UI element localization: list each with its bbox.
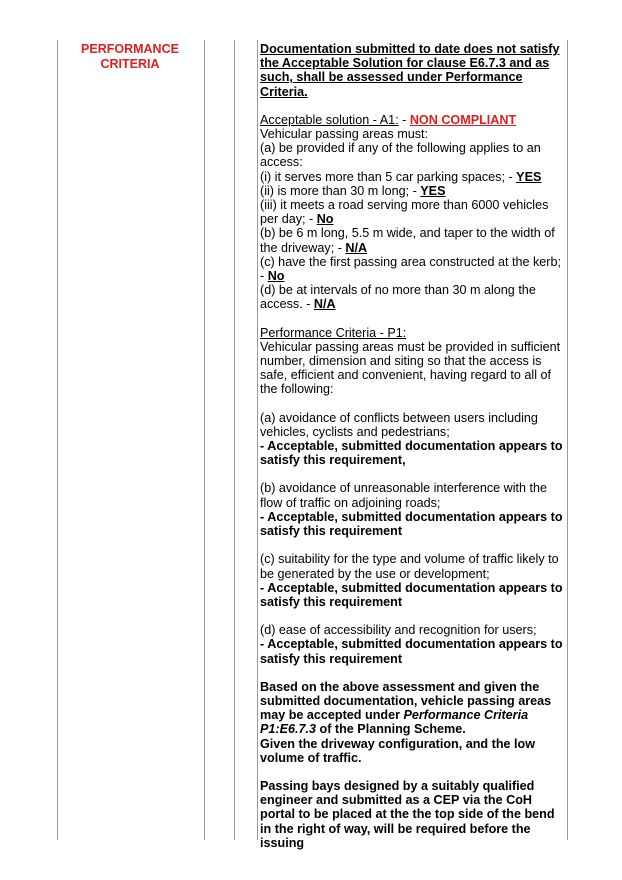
a1-heading-line [260, 113, 566, 127]
conclusion-part-1: Based on the above assessment and given the submitted documentation, vehicle passing areas may be accepted under [260, 679, 552, 723]
a1-item-text: (b) be 6 m long, 5.5 m wide, and taper to the width of the driveway; - [260, 226, 555, 255]
a1-item-text: (ii) is more than 30 m long; - [260, 183, 421, 198]
conclusion-paragraph [260, 680, 566, 737]
p1-item-verdict: - Acceptable, submitted documentation appears to satisfy this requirement [260, 509, 563, 539]
a1-item-answer: N/A [345, 240, 368, 255]
a1-status-prefix: - [398, 112, 410, 127]
p1-item-text: (b) avoidance of unreasonable interference with the flow of traffic on adjoining roads; [260, 481, 548, 510]
a1-status: NON COMPLIANT [409, 112, 517, 127]
a1-item-answer: YES [516, 169, 542, 184]
a1-items [260, 141, 566, 311]
a1-item [260, 141, 566, 169]
criteria-label-line-1: PERFORMANCE [81, 42, 179, 56]
a1-item [260, 283, 566, 311]
a1-item-answer: No [316, 212, 334, 227]
p1-item-text: (d) ease of accessibility and recognition for users; [260, 623, 537, 638]
table-border-divider-3 [257, 40, 258, 840]
a1-item-text: (a) be provided if any of the following applies to an access: [260, 141, 541, 170]
a1-heading: Acceptable solution - A1: [260, 112, 399, 127]
a1-item-answer: No [267, 269, 285, 284]
table-border-divider-2 [234, 40, 235, 840]
table-border-divider-1 [204, 40, 205, 840]
a1-lead: Vehicular passing areas must: [260, 127, 429, 142]
p1-item-verdict: - Acceptable, submitted documentation appears to satisfy this requirement [260, 637, 563, 666]
a1-item [260, 184, 566, 198]
assessment-content [260, 42, 566, 850]
a1-item [260, 226, 566, 254]
p1-lead: Vehicular passing areas must be provided in sufficient number, dimension and siting so that the access is safe, efficient and convenient, having regard to all of the following: [260, 339, 561, 397]
a1-item [260, 170, 566, 184]
table-border-left [57, 40, 58, 840]
p1-item-text: (c) suitability for the type and volume of traffic likely to be generated by the use or development; [260, 552, 559, 581]
criteria-label [68, 42, 192, 71]
a1-item-answer: YES [420, 183, 446, 198]
a1-item-text: (d) be at intervals of no more than 30 m along the access. - [260, 283, 536, 312]
conclusion-configuration: Given the driveway configuration, and the low volume of traffic. [260, 736, 536, 765]
final-paragraph: Passing bays designed by a suitably qualified engineer and submitted as a CEP via the CoH portal to be placed at the the top side of the bend in the right of way, will be required before the issuing [260, 778, 555, 850]
conclusion-part-2: of the Planning Scheme. [316, 722, 466, 737]
intro-paragraph: Documentation submitted to date does not satisfy the Acceptable Solution for clause E6.7.3 and as such, shall be assessed under Performance Criteria. [260, 42, 560, 99]
conclusion-reference: Performance Criteria P1:E6.7.3 [260, 708, 529, 737]
a1-item-text: (i) it serves more than 5 car parking spaces; - [260, 169, 517, 184]
p1-item-text: (a) avoidance of conflicts between users including vehicles, cyclists and pedestrians; [260, 410, 538, 439]
a1-item-answer: N/A [313, 297, 336, 312]
p1-heading: Performance Criteria - P1: [260, 325, 407, 340]
p1-item-verdict: - Acceptable, submitted documentation appears to satisfy this requirement, [260, 439, 563, 468]
p1-item-verdict: - Acceptable, submitted documentation appears to satisfy this requirement [260, 580, 563, 609]
a1-item-text: (c) have the first passing area constructed at the kerb; - [260, 254, 562, 284]
criteria-label-line-2: CRITERIA [100, 56, 160, 71]
a1-item [260, 255, 566, 283]
a1-item-text: (iii) it meets a road serving more than 6000 vehicles per day; - [260, 198, 549, 227]
table-border-right [567, 40, 568, 840]
a1-item [260, 198, 566, 226]
